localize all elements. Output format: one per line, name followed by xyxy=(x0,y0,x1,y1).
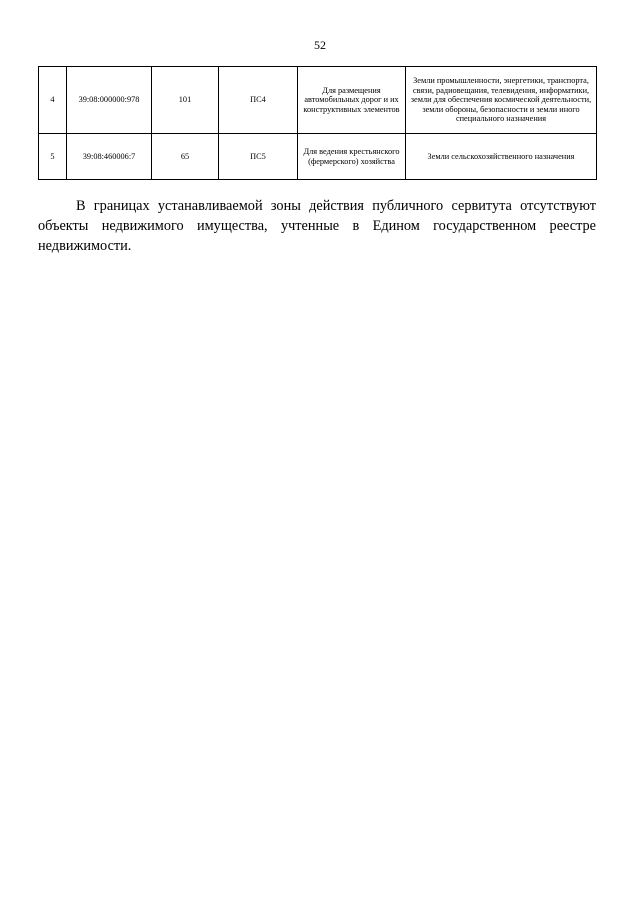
land-category-cell: Земли сельскохозяйственного назначения xyxy=(406,134,597,180)
table-row xyxy=(39,67,597,134)
land-plots-table xyxy=(38,66,597,180)
note-paragraph: В границах устанавливаемой зоны действия публичного сервитута отсутствуют объекты недвижимого имущества, учтенные в Едином государственном реестре недвижимости. xyxy=(38,198,596,254)
servitude-code-cell: ПС5 xyxy=(219,134,298,180)
servitude-code-cell: ПС4 xyxy=(219,67,298,134)
row-number-cell: 4 xyxy=(39,67,67,134)
area-cell: 101 xyxy=(152,67,219,134)
permitted-use-cell: Для ведения крестьянского (фермерского) хозяйства xyxy=(298,134,406,180)
cadastral-number-cell: 39:08:460006:7 xyxy=(67,134,152,180)
table-row xyxy=(39,134,597,180)
row-number-cell: 5 xyxy=(39,134,67,180)
area-cell: 65 xyxy=(152,134,219,180)
permitted-use-cell: Для размещения автомобильных дорог и их конструктивных элементов xyxy=(298,67,406,134)
page-number: 52 xyxy=(314,38,326,52)
land-category-cell: Земли промышленности, энергетики, транспорта, связи, радиовещания, телевидения, информатики, земли для обеспечения космической деятельности, земли обороны, безопасности и земли иного специального назначения xyxy=(406,67,597,134)
cadastral-number-cell: 39:08:000000:978 xyxy=(67,67,152,134)
